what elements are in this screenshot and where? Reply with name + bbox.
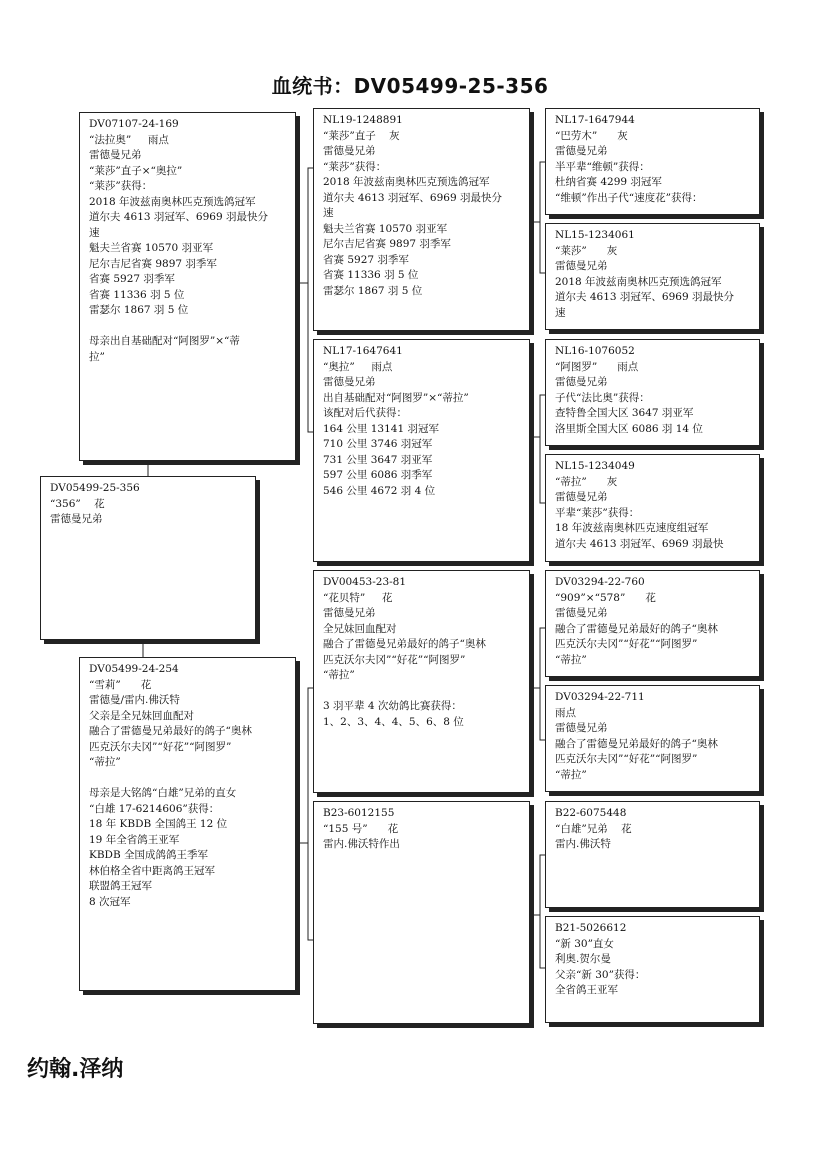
dam-card [79, 657, 296, 991]
card-text [555, 113, 753, 206]
card-text [555, 228, 753, 321]
card-line: 查特鲁全国大区 3647 羽亚军 [555, 407, 694, 419]
card-text [555, 459, 753, 552]
card-line: B22-6075448 [555, 807, 627, 819]
sire-card [79, 112, 296, 461]
card-line: NL17-1647944 [555, 114, 635, 126]
card-line: 全省鸽王亚军 [555, 984, 618, 996]
card-line: 子代“法比奥”获得： [555, 391, 650, 404]
card-line: 父亲“新 30”获得： [555, 968, 646, 981]
card-line: 林伯格全省中距离鸽王冠军 [89, 864, 215, 877]
card-line: DV03294-22-711 [555, 691, 645, 703]
dam-sire-sire-card [545, 570, 760, 677]
card-line: 该配对后代获得： [323, 407, 407, 419]
card-line: NL16-1076052 [555, 345, 635, 357]
card-line: 雷瑟尔 1867 羽 5 位 [89, 304, 189, 316]
card-line: “法拉奥” 雨点 [89, 133, 169, 146]
card-line: KBDB 全国成鸽鸽王季军 [89, 849, 209, 861]
card-line: 雷德曼兄弟 [555, 260, 608, 272]
card-line: 融合了雷德曼兄弟最好的鸽子“奥林 [323, 638, 486, 650]
card-line: “909”×“578” 花 [555, 591, 656, 604]
dam-dam-card [313, 801, 530, 1024]
card-line: 546 公里 4672 羽 4 位 [323, 484, 436, 497]
card-line: 雷德曼兄弟 [555, 722, 608, 734]
card-line: 8 次冠军 [89, 895, 131, 908]
card-line: NL17-1647641 [323, 345, 403, 357]
card-line: 母亲是大铭鸽“白雄”兄弟的直女 [89, 787, 237, 799]
card-line: 匹克沃尔夫冈”“好花”“阿图罗” [89, 740, 232, 753]
card-line: “新 30”直女 [555, 937, 614, 950]
card-line: NL15-1234061 [555, 229, 635, 241]
card-line: “蒂拉” [89, 756, 121, 768]
card-line: 拉” [89, 350, 105, 363]
card-line: “花贝特” 花 [323, 591, 393, 604]
dam-dam-dam-card [545, 916, 760, 1023]
dam-dam-sire-card [545, 801, 760, 908]
card-text [89, 117, 289, 365]
card-line: 雷德曼兄弟 [555, 607, 608, 619]
card-line: 匹克沃尔夫冈”“好花”“阿图罗” [323, 653, 466, 666]
dam-sire-card [313, 570, 530, 793]
card-line: 匹克沃尔夫冈”“好花”“阿图罗” [555, 638, 698, 650]
card-line: 雷德曼兄弟 [555, 145, 608, 157]
card-line: 魁夫兰省赛 10570 羽亚军 [89, 242, 214, 254]
card-line: 731 公里 3647 羽亚军 [323, 453, 433, 466]
card-line: 19 年全省鸽王亚军 [89, 833, 180, 846]
card-line: 联盟鸽王冠军 [89, 880, 152, 892]
card-line: DV00453-23-81 [323, 576, 407, 588]
card-line: 18 年波兹南奥林匹克速度组冠军 [555, 522, 709, 534]
card-text [555, 344, 753, 437]
card-line: 母亲出自基础配对“阿图罗”×“蒂 [89, 335, 240, 347]
card-line: “356” 花 [50, 497, 105, 510]
card-line: 省赛 5927 羽季军 [323, 253, 409, 266]
card-line: 尼尔吉尼省赛 9897 羽季军 [89, 257, 217, 270]
card-line: 速 [323, 207, 334, 219]
card-line: 雷德曼/雷内.佛沃特 [89, 694, 180, 706]
card-line: “莱莎”直子 灰 [323, 129, 400, 142]
card-line: DV07107-24-169 [89, 118, 179, 130]
card-line: 雷德曼兄弟 [323, 145, 376, 157]
card-line: “维顿”作出子代“速度花”获得： [555, 191, 703, 204]
card-line: 尼尔吉尼省赛 9897 羽季军 [323, 238, 451, 250]
card-text [555, 921, 753, 999]
sire-sire-card [313, 108, 530, 331]
card-line: 半平辈“维顿”获得： [555, 160, 650, 173]
card-line: DV05499-25-356 [50, 482, 140, 494]
card-line: 全兄妹回血配对 [323, 622, 397, 635]
subject-pigeon-card [40, 476, 256, 640]
card-line: “蒂拉” 灰 [555, 475, 618, 488]
card-line: 速 [89, 226, 100, 239]
card-line: 雷瑟尔 1867 羽 5 位 [323, 284, 423, 297]
card-line: “蒂拉” [323, 669, 355, 681]
card-line: 雷德曼兄弟 [89, 149, 142, 161]
card-line: NL15-1234049 [555, 460, 635, 472]
card-line: “莱莎” 灰 [555, 244, 618, 257]
card-line: 3 羽平辈 4 次幼鸽比赛获得： [323, 700, 462, 712]
card-text [555, 806, 753, 853]
card-line: “白雄”兄弟 花 [555, 822, 632, 835]
card-line: 597 公里 6086 羽季军 [323, 469, 433, 481]
card-line: DV05499-24-254 [89, 663, 179, 675]
card-line: “155 号” 花 [323, 822, 399, 835]
sire-dam-card [313, 339, 530, 562]
card-line: 2018 年波兹南奥林匹克预选鸽冠军 [323, 176, 490, 188]
card-line: 道尔夫 4613 羽冠军、6969 羽最快分 [89, 211, 268, 223]
card-line: 省赛 11336 羽 5 位 [323, 269, 419, 281]
card-line [89, 771, 289, 787]
card-line: 雷德曼兄弟 [323, 376, 376, 388]
card-line: B23-6012155 [323, 807, 395, 819]
card-line: “莱莎”获得： [89, 180, 153, 192]
card-line: 2018 年波兹南奥林匹克预选鸽冠军 [89, 195, 256, 208]
card-line: 省赛 11336 羽 5 位 [89, 288, 185, 301]
card-line: 710 公里 3746 羽冠军 [323, 438, 433, 450]
card-line [89, 319, 289, 335]
card-line [323, 684, 523, 700]
card-text [323, 806, 523, 853]
card-line: 魁夫兰省赛 10570 羽亚军 [323, 222, 448, 235]
card-line: 道尔夫 4613 羽冠军、6969 羽最快 [555, 537, 724, 550]
dam-sire-dam-card [545, 685, 760, 792]
card-text [323, 113, 523, 299]
card-line: 2018 年波兹南奥林匹克预选鸽冠军 [555, 275, 722, 288]
card-line: 融合了雷德曼兄弟最好的鸽子“奥林 [555, 737, 718, 750]
card-line: 雷德曼兄弟 [555, 376, 608, 388]
card-line: “蒂拉” [555, 768, 587, 781]
card-line: 雷内.佛沃特作出 [323, 838, 400, 850]
card-line: 1、2、3、4、4、5、6、8 位 [323, 715, 464, 728]
card-line: “莱莎”直子×“奥拉” [89, 164, 183, 177]
card-text [555, 690, 753, 783]
sire-sire-sire-card [545, 108, 760, 215]
card-line: 融合了雷德曼兄弟最好的鸽子“奥林 [89, 725, 252, 737]
sire-sire-dam-card [545, 223, 760, 330]
card-line: 融合了雷德曼兄弟最好的鸽子“奥林 [555, 622, 718, 635]
card-line: 18 年 KBDB 全国鸽王 12 位 [89, 818, 228, 830]
card-line: 杜纳省赛 4299 羽冠军 [555, 176, 662, 188]
card-line: “奥拉” 雨点 [323, 360, 393, 373]
card-line: DV03294-22-760 [555, 576, 645, 588]
page-title: 血统书：DV05499-25-356 [271, 74, 549, 98]
card-line: 雷德曼兄弟 [555, 491, 608, 503]
card-line: 父亲是全兄妹回血配对 [89, 709, 194, 722]
card-line: 利奥.贺尔曼 [555, 953, 611, 965]
card-text [89, 662, 289, 910]
card-line: “巴劳木” 灰 [555, 129, 628, 142]
breeder-name: 约翰.泽纳 [27, 1057, 124, 1082]
card-line: 平辈“莱莎”获得： [555, 506, 640, 519]
card-line: 洛里斯全国大区 6086 羽 14 位 [555, 422, 703, 435]
card-line: 164 公里 13141 羽冠军 [323, 422, 439, 435]
card-text [323, 575, 523, 730]
card-text [323, 344, 523, 499]
card-line: 匹克沃尔夫冈”“好花”“阿图罗” [555, 753, 698, 765]
card-line: 省赛 5927 羽季军 [89, 273, 175, 285]
card-line: “阿图罗” 雨点 [555, 360, 639, 373]
card-line: “白雄 17-6214606”获得： [89, 802, 220, 815]
card-line: 速 [555, 306, 566, 319]
card-text [50, 481, 249, 528]
card-line: 雷德曼兄弟 [50, 513, 103, 525]
card-line: 道尔夫 4613 羽冠军、6969 羽最快分 [555, 291, 734, 303]
sire-dam-dam-card [545, 454, 760, 562]
card-line: 出自基础配对“阿图罗”×“蒂拉” [323, 391, 469, 404]
card-line: “蒂拉” [555, 653, 587, 666]
card-line: NL19-1248891 [323, 114, 403, 126]
card-line: 雷内.佛沃特 [555, 838, 611, 850]
sire-dam-sire-card [545, 339, 760, 446]
card-line: “雪莉” 花 [89, 678, 152, 691]
card-line: 雨点 [555, 706, 576, 719]
card-line: 道尔夫 4613 羽冠军、6969 羽最快分 [323, 191, 502, 204]
card-line: B21-5026612 [555, 922, 627, 934]
card-line: 雷德曼兄弟 [323, 607, 376, 619]
card-text [555, 575, 753, 668]
card-line: “莱莎”获得： [323, 160, 387, 173]
